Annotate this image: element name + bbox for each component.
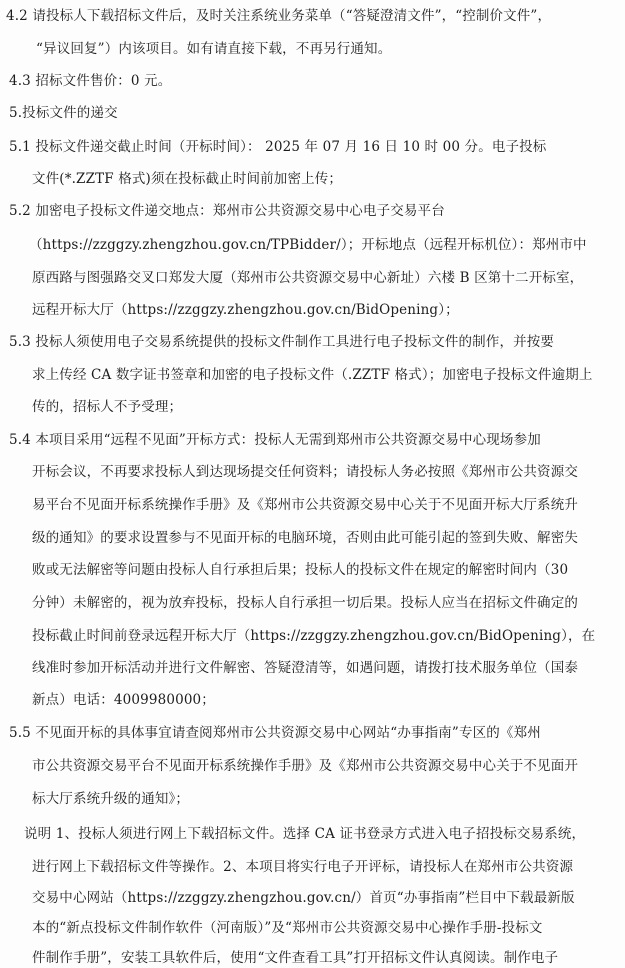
text-line: 开标会议，不再要求投标人到达现场提交任何资料；请投标人务必按照《郑州市公共资源交	[32, 464, 578, 480]
section-heading: 5.投标文件的递交	[9, 105, 118, 121]
text-line: 原西路与图强路交叉口郑发大厦（郑州市公共资源交易中心新址）六楼 B 区第十二开标室，	[32, 270, 584, 286]
text-line: 新点）电话：4009980000；	[32, 692, 215, 708]
text-line: 远程开标大厅（https://zzggzy.zhengzhou.gov.cn/BidOpening）；	[32, 302, 459, 318]
text-line: “异议回复”）内该项目。如有请直接下载，不再另行通知。	[36, 41, 392, 57]
text-line: 5.1 投标文件递交截止时间（开标时间）： 2025 年 07 月 16 日 10 时 00 分。电子投标	[9, 139, 547, 155]
text-line: 求上传经 CA 数字证书签章和加密的电子投标文件（.ZZTF 格式）；加密电子投标文件逾期上	[32, 367, 593, 383]
text-line: （https://zzggzy.zhengzhou.gov.cn/TPBidder/）；开标地点（远程开标机位）：郑州市中	[29, 237, 587, 253]
text-line: 5.5 不见面开标的具体事宜请查阅郑州市公共资源交易中心网站“办事指南”专区的《郑州	[9, 725, 541, 741]
text-line: 级的通知》的要求设置参与不见面开标的电脑环境，否则由此可能引起的签到失败、解密失	[32, 530, 578, 546]
text-line: 线准时参加开标活动并进行文件解密、答疑澄清等，如遇问题，请拨打技术服务单位（国泰	[32, 660, 578, 676]
text-line: 进行网上下载招标文件等操作。2、本项目将实行电子开评标，请投标人在郑州市公共资源	[32, 859, 574, 875]
text-line: 易平台不见面开标系统操作手册》及《郑州市公共资源交易中心关于不见面开标大厅系统升	[32, 497, 578, 513]
text-line: 5.2 加密电子投标文件递交地点：郑州市公共资源交易中心电子交易平台	[9, 203, 445, 219]
text-line: 4.3 招标文件售价：0 元。	[9, 73, 172, 89]
text-line: 本的“新点投标文件制作软件（河南版）”及“郑州市公共资源交易中心操作手册-投标文	[32, 920, 543, 936]
text-line: 交易中心网站（https://zzggzy.zhengzhou.gov.cn/）首页“办事指南”栏目中下载最新版	[32, 890, 575, 906]
text-line: 败或无法解密等问题由投标人自行承担后果；投标人的投标文件在规定的解密时间内（30	[32, 562, 569, 578]
text-line: 分钟）未解密的，视为放弃投标，投标人自行承担一切后果。投标人应当在招标文件确定的	[32, 595, 578, 611]
text-line: 件制作手册”，安装工具软件后，使用“文件查看工具”打开招标文件认真阅读。制作电子	[32, 950, 559, 966]
text-line: 说明 1、投标人须进行网上下载招标文件。选择 CA 证书登录方式进入电子招投标交易系统，	[24, 826, 586, 842]
text-line: 市公共资源交易平台不见面开标系统操作手册》及《郑州市公共资源交易中心关于不见面开	[32, 758, 578, 774]
text-line: 投标截止时间前登录远程开标大厅（https://zzggzy.zhengzhou.gov.cn/BidOpening），在	[32, 628, 596, 644]
text-line: 传的，招标人不予受理；	[32, 399, 183, 415]
text-line: 文件(*.ZZTF 格式)须在投标截止时间前加密上传；	[32, 171, 343, 187]
text-line: 5.3 投标人须使用电子交易系统提供的投标文件制作工具进行电子投标文件的制作，并按要	[9, 334, 555, 350]
text-line: 4.2 请投标人下载招标文件后，及时关注系统业务菜单（“答疑澄清文件”，“控制价文件”，	[6, 8, 552, 24]
text-line: 5.4 本项目采用“远程不见面”开标方式：投标人无需到郑州市公共资源交易中心现场参加	[9, 432, 541, 448]
text-line: 标大厅系统升级的通知》；	[32, 791, 190, 807]
